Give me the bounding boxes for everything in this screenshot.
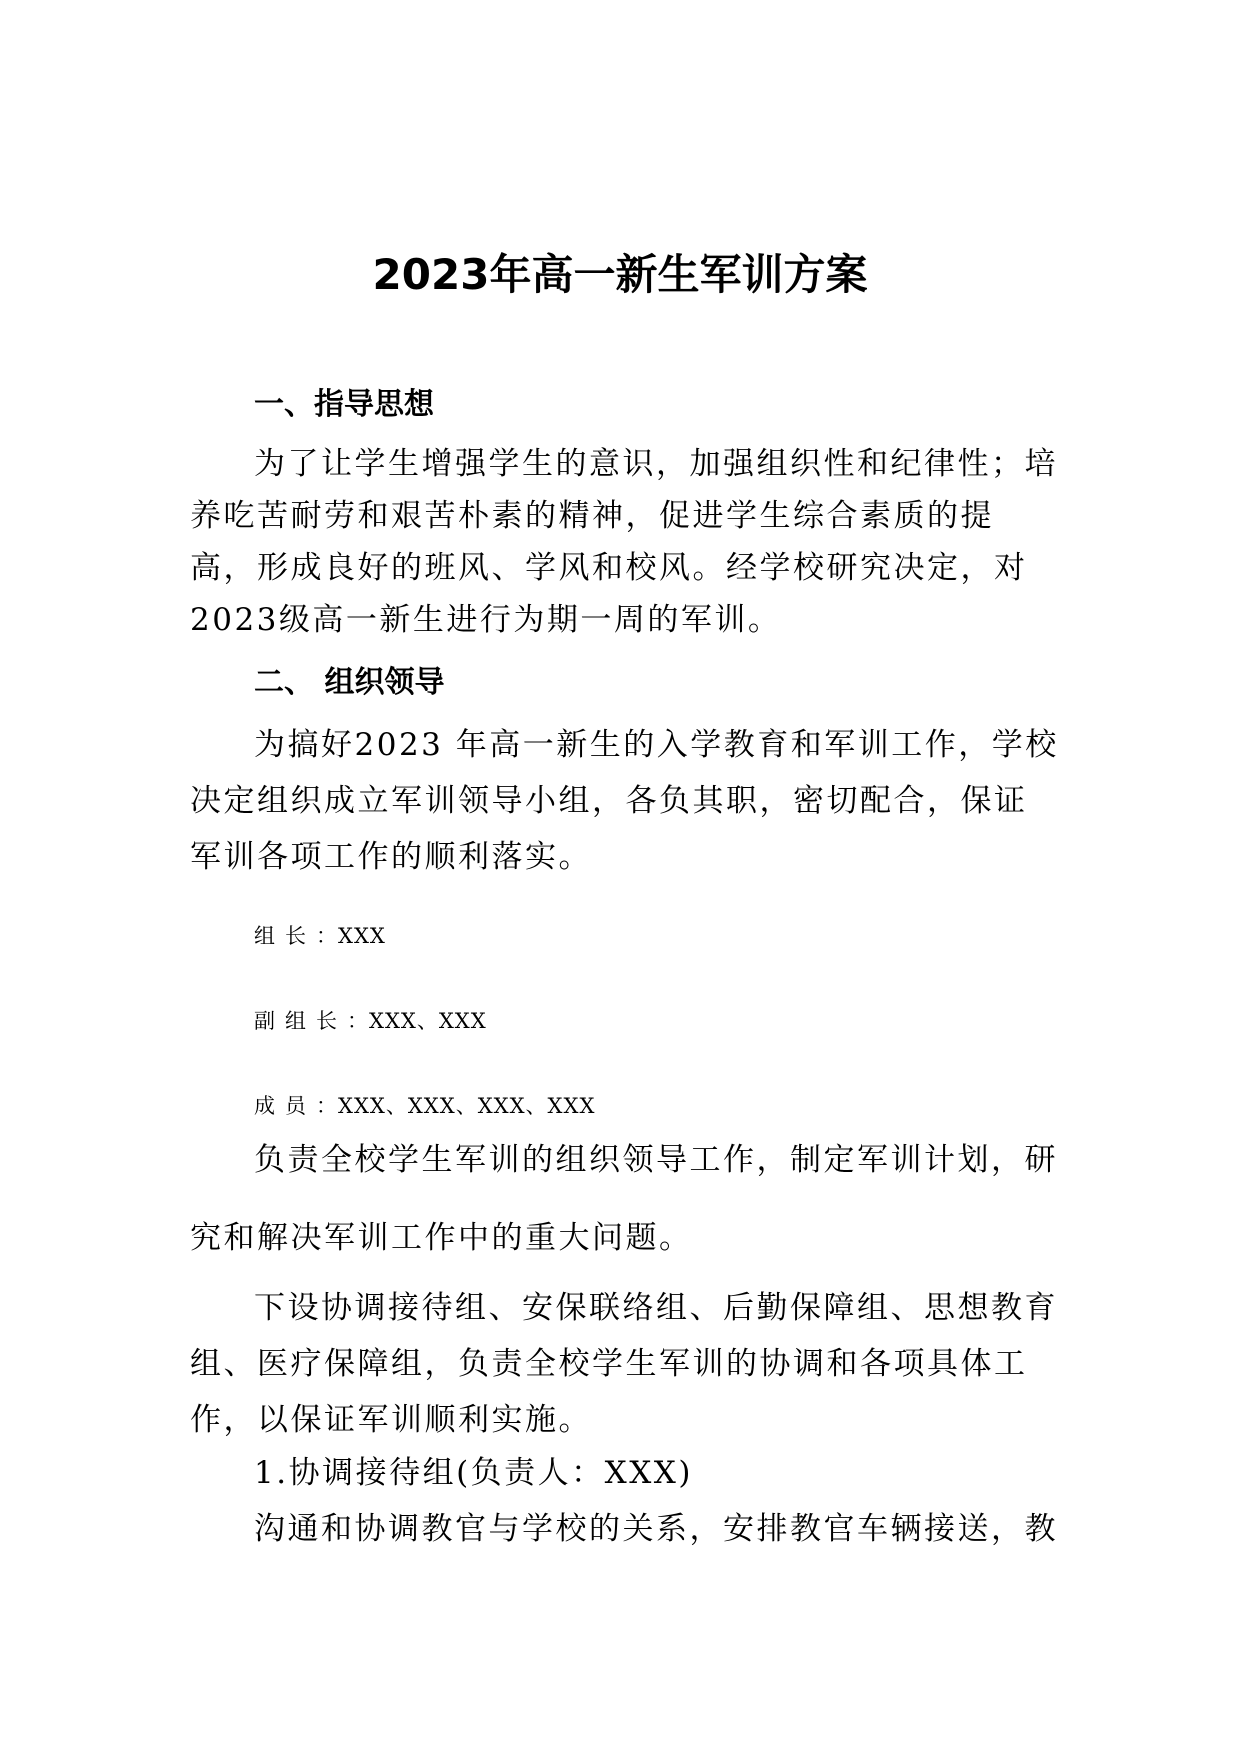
section2-paragraph: 为搞好2023 年高一新生的入学教育和军训工作，学校决定组织成立军训领导小组，各负其职，密切配合，保证军训各项工作的顺利落实。 [190,727,1059,875]
section-heading-guiding-ideology: 一、指导思想 [254,387,434,422]
member-separator: ： [316,1094,338,1118]
member-names: XXX、XXX、XXX、XXX [338,1094,596,1118]
section1-paragraph: 为了让学生增强学生的意识，加强组织性和纪律性；培养吃苦耐劳和艰苦朴素的精神，促进学生综合素质的提高，形成良好的班风、学风和校风。经学校研究决定，对2023级高一新生进行为期一周的军训。 [190,446,1058,638]
duty-line-1: 负责全校学生军训的组织领导工作，制定军训计划，研 [254,1142,1058,1178]
subgroups-paragraph: 下设协调接待组、安保联络组、后勤保障组、思想教育组、医疗保障组，负责全校学生军训的协调和各项具体工作，以保证军训顺利实施。 [190,1290,1058,1438]
member-role: 副组长 [254,1009,347,1033]
duty-line-2: 究和解决军训工作中的重大问题。 [190,1220,693,1256]
member-role: 组长 [254,924,316,948]
member-role: 成员 [254,1094,316,1118]
member-names: XXX、XXX [369,1009,487,1033]
document-title: 2023年高一新生军训方案 [372,250,868,299]
member-line-leader [254,921,386,951]
member-separator: ： [347,1009,369,1033]
member-line-deputy-leader [254,1006,487,1036]
member-line-members [254,1091,595,1121]
item1-heading: 1.协调接待组(负责人：XXX) [254,1455,693,1491]
member-separator: ： [316,924,338,948]
section-heading-organization: 二、 组织领导 [254,665,445,700]
item1-text: 沟通和协调教官与学校的关系，安排教官车辆接送，教 [254,1511,1058,1547]
member-names: XXX [338,924,386,948]
